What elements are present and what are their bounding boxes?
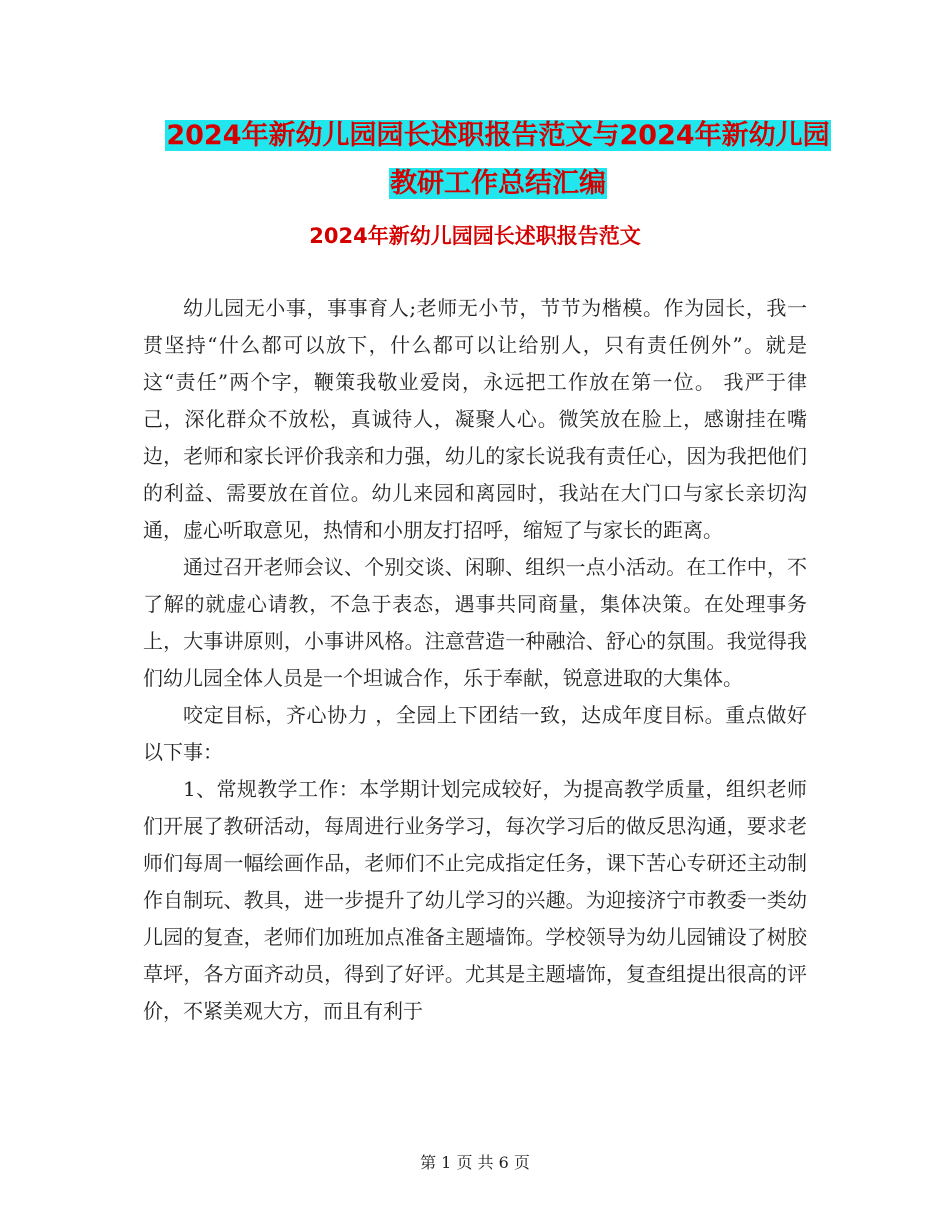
page-footer: 第 1 页 共 6 页 (420, 1153, 530, 1172)
main-title-line-1: 2024年新幼儿园园长述职报告范文与2024年新幼儿园 (166, 120, 830, 151)
paragraph: 通过召开老师会议、个别交谈、闲聊、组织一点小活动。在工作中，不了解的就虚心请教，不急于表态，遇事共同商量，集体决策。在处理事务上，大事讲原则，小事讲风格。注意营造一种融洽、舒心的氛围。我觉得我们幼儿园全体人员是一个坦诚合作，乐于奉献，锐意进取的大集体。 (143, 555, 807, 690)
section-title: 2024年新幼儿园园长述职报告范文 (309, 224, 641, 248)
paragraph: 1、常规教学工作：本学期计划完成较好，为提高教学质量，组织老师们开展了教研活动，每周进行业务学习，每次学习后的做反思沟通，要求老师们每周一幅绘画作品，老师们不止完成指定任务，课下苦心专研还主动制作自制玩、教具，进一步提升了幼儿学习的兴趣。为迎接济宁市教委一类幼儿园的复查，老师们加班加点准备主题墙饰。学校领导为幼儿园铺设了树胶草坪，各方面齐动员，得到了好评。尤其是主题墙饰，复查组提出很高的评价，不紧美观大方，而且有利于 (143, 777, 807, 1023)
body-text (143, 290, 807, 1030)
main-title (120, 112, 876, 208)
paragraph: 幼儿园无小事，事事育人;老师无小节，节节为楷模。作为园长，我一贯坚持“什么都可以放下，什么都可以让给别人，只有责任例外”。就是这“责任”两个字，鞭策我敬业爱岗，永远把工作放在第一位。 我严于律己，深化群众不放松，真诚待人，凝聚人心。微笑放在脸上，感谢挂在嘴边，老师和家长评价我亲和力强，幼儿的家长说我有责任心，因为我把他们的利益、需要放在首位。幼儿来园和离园时，我站在大门口与家长亲切沟通，虚心听取意见，热情和小朋友打招呼，缩短了与家长的距离。 (143, 296, 807, 542)
paragraph: 咬定目标，齐心协力 ，全园上下团结一致，达成年度目标。重点做好以下事： (143, 703, 807, 764)
main-title-line-2: 教研工作总结汇编 (390, 168, 606, 199)
